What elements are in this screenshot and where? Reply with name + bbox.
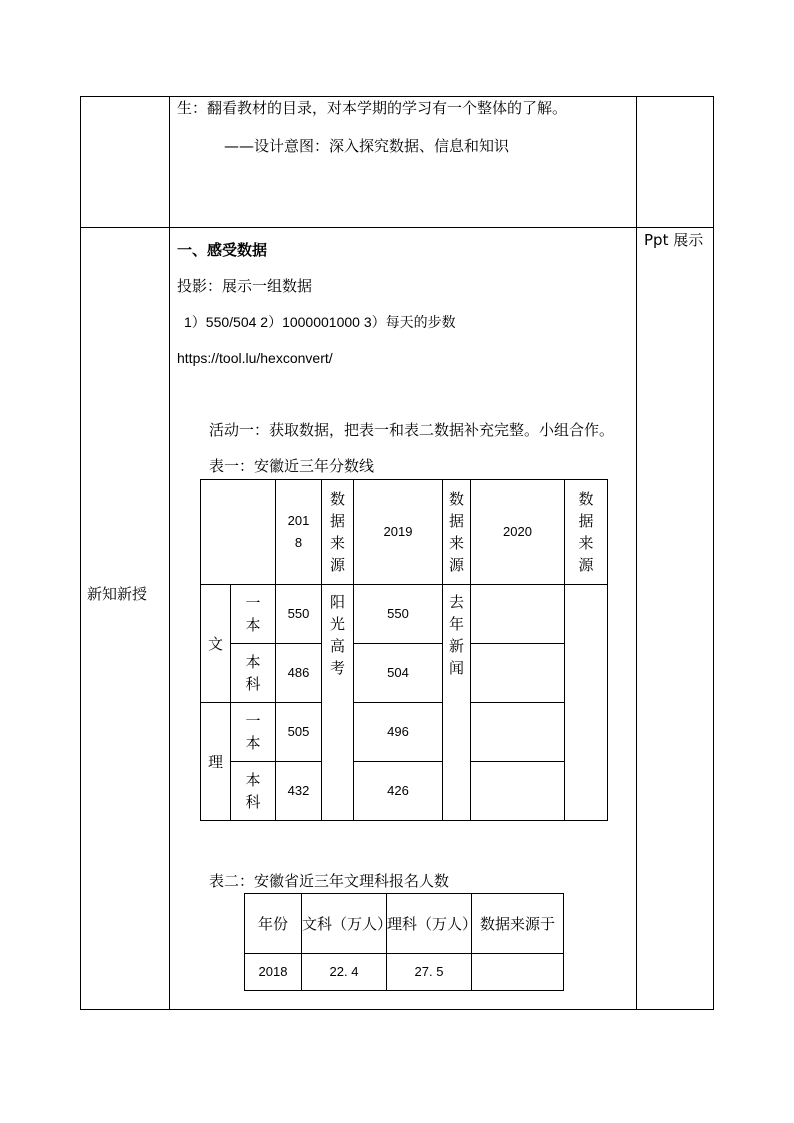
table1-row-label-benke: 本 科 (231, 644, 276, 703)
activity-instruction: 活动一：获取数据，把表一和表二数据补充完整。小组合作。 (209, 421, 615, 439)
table2-cell-science: 27. 5 (387, 954, 472, 991)
table2-cell-arts: 22. 4 (302, 954, 387, 991)
table1-source-2020-empty (565, 585, 608, 821)
frame-top (80, 96, 714, 97)
table1-source-2019: 去 年 新 闻 (443, 585, 471, 821)
table1-cell-2020-empty (471, 644, 565, 703)
table1-header-source-2: 数 据 来 源 (443, 480, 471, 585)
converter-url[interactable]: https://tool.lu/hexconvert/ (177, 350, 333, 366)
student-activity-text: 生：翻看教材的目录，对本学期的学习有一个整体的了解。 (177, 99, 568, 117)
table1-cell-2020-empty (471, 703, 565, 762)
table1-cell: 496 (354, 703, 443, 762)
section-heading: 一、感受数据 (177, 241, 268, 259)
score-line-table (200, 479, 608, 821)
table1-cell: 426 (354, 762, 443, 821)
enrollment-table (244, 893, 564, 991)
table1-cell: 505 (276, 703, 322, 762)
ppt-display-label: Ppt 展示 (644, 231, 704, 249)
table1-row-label-benke: 本 科 (231, 762, 276, 821)
frame-row-divider (80, 227, 714, 228)
table1-header-source-3: 数 据 来 源 (565, 480, 608, 585)
table1-cell: 432 (276, 762, 322, 821)
table1-cell: 550 (354, 585, 443, 644)
table1-row-label-yiben: 一 本 (231, 585, 276, 644)
table1-caption: 表一：安徽近三年分数线 (209, 457, 375, 475)
table1-source-2018: 阳 光 高 考 (322, 585, 354, 821)
frame-col-divider-1 (169, 96, 170, 1010)
projection-text: 投影：展示一组数据 (177, 277, 313, 295)
table1-cell: 486 (276, 644, 322, 703)
section-label-new-knowledge: 新知新授 (87, 585, 148, 603)
table1-cell-2020-empty (471, 585, 565, 644)
table2-cell-year: 2018 (245, 954, 302, 991)
table1-row-label-yiben: 一 本 (231, 703, 276, 762)
table1-cell-2020-empty (471, 762, 565, 821)
table1-group-li: 理 (201, 703, 231, 821)
frame-right (713, 96, 714, 1010)
frame-col-divider-2 (636, 96, 637, 1010)
frame-left (80, 96, 81, 1010)
table1-header-2019: 2019 (354, 480, 443, 585)
table1-header-source-1: 数 据 来 源 (322, 480, 354, 585)
table1-group-wen: 文 (201, 585, 231, 703)
table1-cell: 504 (354, 644, 443, 703)
data-examples: 1）550/504 2）1000001000 3）每天的步数 (184, 314, 456, 330)
frame-bottom (80, 1009, 714, 1010)
table1-cell: 550 (276, 585, 322, 644)
table2-header-arts: 文科（万人） (302, 894, 387, 954)
table2-caption: 表二：安徽省近三年文理科报名人数 (209, 872, 450, 890)
table1-header-2020: 2020 (471, 480, 565, 585)
table1-header-2018: 201 8 (276, 480, 322, 585)
table1-corner-cell (201, 480, 276, 585)
table2-header-science: 理科（万人） (387, 894, 472, 954)
table2-header-source: 数据来源于 (472, 894, 564, 954)
table2-header-year: 年份 (245, 894, 302, 954)
design-intent-text: ——设计意图：深入探究数据、信息和知识 (224, 137, 510, 155)
table2-cell-source (472, 954, 564, 991)
